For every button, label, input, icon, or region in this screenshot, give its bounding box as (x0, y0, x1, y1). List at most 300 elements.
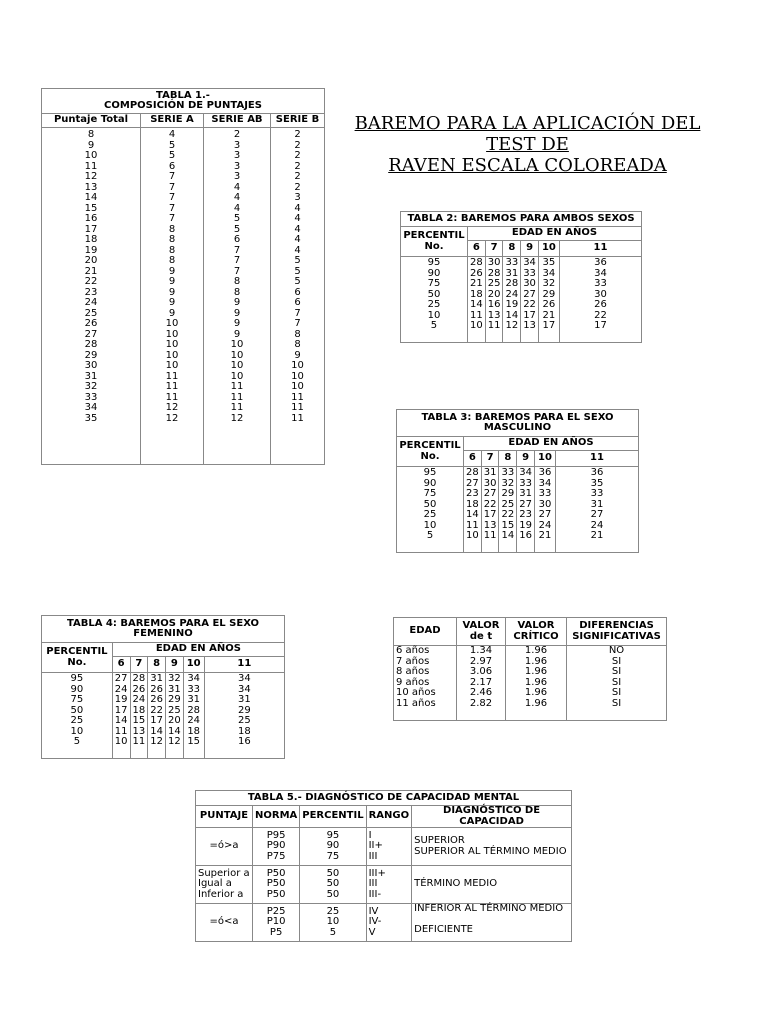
age-8-values (499, 467, 517, 553)
percentil-label: PERCENTIL (46, 646, 108, 657)
cell-value: 10 (165, 349, 179, 361)
cell-value: P50 (266, 888, 286, 900)
tabla-3-title-line1: TABLA 3: BAREMOS PARA EL SEXO (421, 411, 614, 423)
col-puntaje-total: Puntaje Total (42, 114, 141, 128)
cell-value: P90 (266, 840, 286, 852)
cell-value: 10 (230, 360, 244, 371)
cell-value: 28 (84, 339, 98, 350)
col-norma: NORMA (253, 806, 300, 828)
cell-value: 22 (483, 498, 497, 510)
cell-value: 30 (84, 360, 98, 371)
g1-puntaje: =ó>a (196, 828, 253, 866)
cell-value: 4 (294, 244, 301, 256)
cell-value: 31 (84, 370, 98, 382)
cell-value: SUPERIOR AL TÉRMINO MEDIO (414, 845, 567, 857)
cell-value: 9 (168, 265, 176, 277)
cell-value: 10 (230, 339, 244, 350)
g1-diagnostico (412, 828, 572, 866)
g1-rango (366, 828, 412, 866)
cell-value: 14 (168, 725, 181, 737)
cell-value: 6 (294, 297, 301, 308)
tabla-4-title (42, 616, 285, 643)
cell-value: 90 (70, 683, 84, 695)
cell-value: 11 (469, 309, 483, 321)
cell-value: 9 (168, 307, 176, 319)
cell-value: 27 (590, 509, 604, 520)
cell-value: 75 (427, 278, 441, 289)
serie-ab-values (204, 128, 271, 465)
cell-value: 24 (187, 715, 201, 726)
tabla-4-title-line1: TABLA 4: BAREMOS PARA EL SEXO (66, 617, 260, 629)
cell-value: 1.96 (524, 655, 548, 667)
cell-value: 25 (70, 715, 84, 726)
age-header-8: 8 (499, 451, 517, 467)
tabla-valor-t (393, 617, 667, 721)
cell-value: 2 (294, 139, 301, 151)
serie-a-values (141, 128, 204, 465)
cell-value: 9 (168, 276, 176, 287)
cell-value: 50 (326, 888, 340, 900)
age-6-values (464, 467, 482, 553)
age-header-11: 11 (204, 657, 284, 673)
cell-value: 10 (165, 360, 179, 371)
cell-value: 29 (237, 704, 251, 716)
cell-value: 19 (84, 244, 98, 256)
age-header-11: 11 (559, 241, 641, 257)
cell-value: 17 (483, 509, 497, 520)
cell-value: 14 (114, 715, 128, 726)
cell-value: 9 (87, 139, 95, 151)
cell-value: 12 (165, 402, 179, 413)
cell-value: 34 (542, 267, 556, 279)
age-header-9: 9 (517, 451, 535, 467)
cell-value: 24 (590, 519, 604, 531)
cell-value: I (368, 829, 372, 841)
cell-value: II+ (368, 840, 383, 852)
cell-value: 33 (590, 488, 604, 499)
diferencias-line1: DIFERENCIAS (579, 620, 654, 631)
cell-value: 5 (233, 223, 241, 235)
cell-value: 10 (230, 349, 244, 361)
diferencias-line2: SIGNIFICATIVAS (572, 630, 661, 642)
cell-value: 11 años (396, 697, 436, 709)
age-header-10: 10 (538, 241, 559, 257)
age-9-values (166, 673, 184, 759)
cell-value: 22 (594, 309, 607, 321)
cell-value: 6 (294, 286, 301, 298)
cell-value: 5 (233, 213, 241, 224)
cell-value: 26 (542, 299, 556, 310)
g2-rango (366, 866, 412, 904)
cell-value: 17 (150, 715, 163, 726)
age-header-6: 6 (112, 657, 130, 673)
cell-value: 10 (427, 309, 441, 321)
cell-value: 29 (168, 694, 181, 705)
cell-value: 25 (84, 307, 98, 319)
cell-value: 26 (132, 683, 146, 695)
cell-value: 11 (291, 391, 304, 403)
cell-value: 33 (594, 278, 607, 289)
cell-value: 2.97 (469, 655, 493, 667)
col-edad: EDAD (394, 618, 457, 646)
cell-value: 95 (423, 467, 437, 478)
cell-value: 31 (187, 694, 201, 705)
cell-value: 21 (590, 530, 604, 541)
age-10-values (538, 257, 559, 343)
cell-value: 5 (426, 530, 434, 541)
age-header-7: 7 (130, 657, 148, 673)
valor-critico-line2: CRÍTICO (513, 630, 559, 642)
cell-value: 34 (594, 267, 607, 279)
cell-value: 11 (230, 402, 244, 413)
cell-value: 11 (291, 412, 304, 424)
cell-value: 31 (237, 694, 251, 705)
cell-value: 9 (168, 297, 176, 308)
cell-value: P75 (266, 850, 286, 862)
valor-t-line1: VALOR (462, 620, 500, 631)
g3-puntaje: =ó<a (196, 904, 253, 942)
cell-value: 29 (84, 349, 98, 361)
cell-value: 7 (168, 171, 176, 182)
cell-value: 36 (594, 257, 607, 268)
cell-value: 33 (505, 257, 519, 268)
cell-value: 25 (423, 509, 437, 520)
cell-value: 25 (501, 498, 515, 510)
cell-value: 27 (538, 509, 552, 520)
cell-value: 18 (84, 234, 98, 245)
cell-value: 1.34 (469, 645, 493, 656)
age-header-9: 9 (166, 657, 184, 673)
cell-value: 17 (114, 704, 128, 716)
cell-value: 18 (187, 725, 201, 737)
cell-value: 34 (237, 673, 251, 684)
cell-value: 27 (523, 288, 536, 300)
cell-value: V (368, 926, 376, 938)
cell-value: 14 (150, 725, 163, 737)
cell-value: 5 (294, 276, 301, 287)
cell-value: SI (611, 666, 622, 677)
cell-value: 9 (233, 328, 241, 340)
cell-value: 28 (505, 278, 519, 289)
cell-value: 10 (466, 530, 479, 541)
cell-value: 4 (168, 129, 176, 140)
cell-value: 7 (294, 318, 301, 329)
cell-value: 28 (132, 673, 146, 684)
tabla-4-title-line2: FEMENINO (133, 628, 193, 639)
cell-value: 5 (73, 736, 81, 747)
cell-value: 19 (505, 299, 519, 310)
cell-value: 8 (168, 255, 176, 266)
cell-value: 21 (84, 265, 98, 277)
cell-value: 15 (501, 519, 515, 531)
title-line-1: BAREMO PARA LA APLICACIÓN DEL TEST DE (354, 113, 701, 155)
g2-percentil (300, 866, 366, 904)
percentil-values (401, 257, 468, 343)
cell-value: 3 (233, 150, 241, 161)
cell-value: 32 (84, 381, 98, 392)
cell-value: 7 (233, 255, 241, 266)
cell-value: 10 (165, 318, 179, 329)
cell-value: 12 (168, 736, 181, 747)
cell-value: 5 (294, 255, 301, 266)
cell-value: 7 (233, 265, 241, 277)
age-header-8: 8 (503, 241, 521, 257)
cell-value: 11 (165, 391, 179, 403)
cell-value: 7 (168, 202, 176, 214)
cell-value: 14 (469, 299, 483, 310)
cell-value: 24 (505, 288, 519, 300)
age-11-values (559, 257, 641, 343)
cell-value: 21 (538, 530, 552, 541)
cell-value: 4 (294, 202, 301, 214)
cell-value: 28 (466, 467, 479, 478)
cell-value: 6 (233, 234, 241, 245)
cell-value: 9 años (396, 676, 430, 688)
tabla-1 (41, 88, 325, 465)
cell-value: 3 (233, 139, 241, 151)
cell-value: 8 (294, 339, 301, 350)
col-diagnostico: DIAGNÓSTICO DE CAPACIDAD (412, 806, 572, 828)
cell-value: 29 (542, 288, 556, 300)
col-puntaje: PUNTAJE (196, 806, 253, 828)
cell-value: 17 (84, 223, 98, 235)
cell-value: 30 (594, 288, 607, 300)
age-header-8: 8 (148, 657, 166, 673)
cell-value: 11 (132, 736, 146, 747)
cell-value: 16 (487, 299, 501, 310)
diferencias-values (567, 646, 667, 721)
cell-value: 33 (187, 683, 201, 695)
cell-value: Igual a (198, 878, 232, 890)
cell-value: 14 (505, 309, 519, 321)
g3-norma (253, 904, 300, 942)
cell-value: 3 (233, 160, 241, 172)
cell-value: 32 (168, 673, 181, 684)
cell-value: 50 (70, 704, 84, 716)
cell-value: 14 (84, 192, 98, 203)
cell-value: 10 (165, 339, 179, 350)
cell-value: 2 (294, 181, 301, 193)
cell-value: 31 (150, 673, 163, 684)
cell-value: 26 (84, 318, 98, 329)
cell-value: 14 (501, 530, 515, 541)
age-9-values (517, 467, 535, 553)
cell-value: 12 (84, 171, 98, 182)
cell-value: 15 (132, 715, 146, 726)
tabla-3-body (397, 467, 639, 553)
cell-value: 3.06 (469, 666, 493, 677)
g3-percentil (300, 904, 366, 942)
cell-value: 33 (84, 391, 98, 403)
g2-diagnostico: TÉRMINO MEDIO (412, 866, 572, 904)
cell-value: 33 (538, 488, 552, 499)
cell-value: 25 (168, 704, 181, 716)
cell-value: 50 (326, 867, 340, 879)
document-title (335, 113, 720, 176)
cell-value: 10 (423, 519, 437, 531)
cell-value: 18 (466, 498, 479, 510)
cell-value: 21 (469, 278, 483, 289)
cell-value: 34 (237, 683, 251, 695)
cell-value: 8 (233, 286, 241, 298)
cell-value: 19 (519, 519, 532, 531)
cell-value: 7 (168, 181, 176, 193)
cell-value: 12 (150, 736, 163, 747)
cell-value: 31 (168, 683, 181, 695)
g2-puntaje (196, 866, 253, 904)
cell-value: IV (368, 905, 379, 917)
cell-value: P5 (269, 926, 283, 938)
cell-value: 19 (114, 694, 128, 705)
puntaje-total-values (42, 128, 141, 465)
valor-t-values (457, 646, 506, 721)
cell-value: 2 (233, 129, 241, 140)
col-percentil: PERCENTIL (300, 806, 366, 828)
tabla-3-edad-header: EDAD EN AÑOS (464, 437, 639, 451)
no-label: No. (420, 450, 440, 462)
tabla-3-title (397, 410, 639, 437)
percentil-values (42, 673, 113, 759)
cell-value: 15 (84, 202, 98, 214)
tabla-3-percentil-header (397, 437, 464, 467)
cell-value: 5 (294, 265, 301, 277)
cell-value: 11 (165, 381, 179, 392)
cell-value: 10 (326, 916, 340, 928)
tabla-5 (195, 790, 572, 942)
cell-value: 16 (84, 213, 98, 224)
cell-value: 24 (114, 683, 128, 695)
age-7-values (130, 673, 148, 759)
cell-value: 75 (70, 694, 84, 705)
cell-value: 95 (70, 673, 84, 684)
cell-value: 5 (430, 320, 438, 331)
g1-norma (253, 828, 300, 866)
percentil-label: PERCENTIL (399, 440, 461, 451)
cell-value: 50 (427, 288, 441, 300)
cell-value: 9 (233, 307, 241, 319)
cell-value: 34 (519, 467, 532, 478)
cell-value: 95 (427, 257, 441, 268)
cell-value: 31 (519, 488, 532, 499)
cell-value: 14 (466, 509, 479, 520)
cell-value: 36 (538, 467, 552, 478)
g3-diagnostico (412, 904, 572, 942)
age-header-7: 7 (481, 451, 499, 467)
cell-value: 5 (329, 926, 337, 938)
cell-value: 23 (466, 488, 479, 499)
cell-value: 27 (483, 488, 497, 499)
cell-value: 26 (594, 299, 607, 310)
cell-value: IV- (368, 916, 382, 928)
cell-value: 21 (542, 309, 556, 321)
cell-value: 13 (84, 181, 98, 193)
cell-value: 33 (523, 267, 536, 279)
cell-value: 90 (423, 477, 437, 489)
age-9-values (521, 257, 539, 343)
tabla-4 (41, 615, 285, 759)
cell-value: III (368, 878, 378, 890)
g1-percentil (300, 828, 366, 866)
cell-value: 32 (542, 278, 556, 289)
cell-value: 31 (483, 467, 497, 478)
cell-value: 5 (168, 150, 176, 161)
cell-value: 22 (523, 299, 536, 310)
tabla-2-edad-header: EDAD EN AÑOS (467, 227, 641, 241)
tabla-1-title (42, 89, 325, 114)
age-header-10: 10 (183, 657, 204, 673)
valor-critico-line1: VALOR (517, 620, 555, 631)
cell-value: P25 (266, 905, 286, 917)
cell-value: 1.96 (524, 697, 548, 709)
cell-value: 34 (187, 673, 201, 684)
no-label: No. (67, 656, 87, 668)
cell-value: 34 (523, 257, 536, 268)
cell-value: 6 (168, 160, 176, 172)
col-valor-critico (506, 618, 567, 646)
cell-value: 3 (294, 192, 301, 203)
cell-value: 2 (294, 160, 301, 172)
age-header-11: 11 (555, 451, 638, 467)
col-serie-ab: SERIE AB (204, 114, 271, 128)
cell-value: 2.17 (469, 676, 493, 688)
cell-value: 17 (523, 309, 536, 321)
cell-value: 28 (487, 267, 501, 279)
cell-value: 22 (84, 276, 98, 287)
age-7-values (485, 257, 503, 343)
cell-value: 8 (294, 328, 301, 340)
cell-value: 6 años (396, 645, 430, 656)
cell-value: P95 (266, 829, 286, 841)
cell-value: 10 años (396, 687, 436, 698)
cell-value: 8 (168, 223, 176, 235)
cell-value: 10 (291, 360, 304, 371)
edad-values (394, 646, 457, 721)
cell-value: 20 (84, 255, 98, 266)
serie-b-values (271, 128, 325, 465)
cell-value: 26 (150, 683, 163, 695)
cell-value: 17 (594, 320, 607, 331)
age-header-6: 6 (467, 241, 485, 257)
cell-value: 20 (487, 288, 501, 300)
cell-value: 29 (501, 488, 515, 499)
cell-value: 8 (168, 244, 176, 256)
cell-value: P50 (266, 867, 286, 879)
cell-value: 33 (519, 477, 532, 489)
cell-value: 28 (469, 257, 483, 268)
age-header-10: 10 (534, 451, 555, 467)
cell-value: 7 (233, 244, 241, 256)
cell-value: 32 (501, 477, 515, 489)
cell-value: 1.96 (524, 645, 548, 656)
cell-value: 5 (168, 139, 176, 151)
cell-value: 1.96 (524, 666, 548, 677)
cell-value: 7 (294, 307, 301, 319)
tabla-2 (400, 211, 642, 343)
g3-diag-deficiente: DEFICIENTE (414, 923, 474, 935)
tabla-2-percentil-header (401, 227, 468, 257)
cell-value: 27 (114, 673, 128, 684)
cell-value: 25 (326, 905, 340, 917)
cell-value: 8 (87, 129, 95, 140)
cell-value: 7 (168, 213, 176, 224)
cell-value: 10 (70, 725, 84, 737)
cell-value: 11 (483, 530, 497, 541)
cell-value: 9 (168, 286, 176, 298)
cell-value: 1.96 (524, 687, 548, 698)
cell-value: 3 (233, 171, 241, 182)
g2-norma (253, 866, 300, 904)
col-valor-t (457, 618, 506, 646)
